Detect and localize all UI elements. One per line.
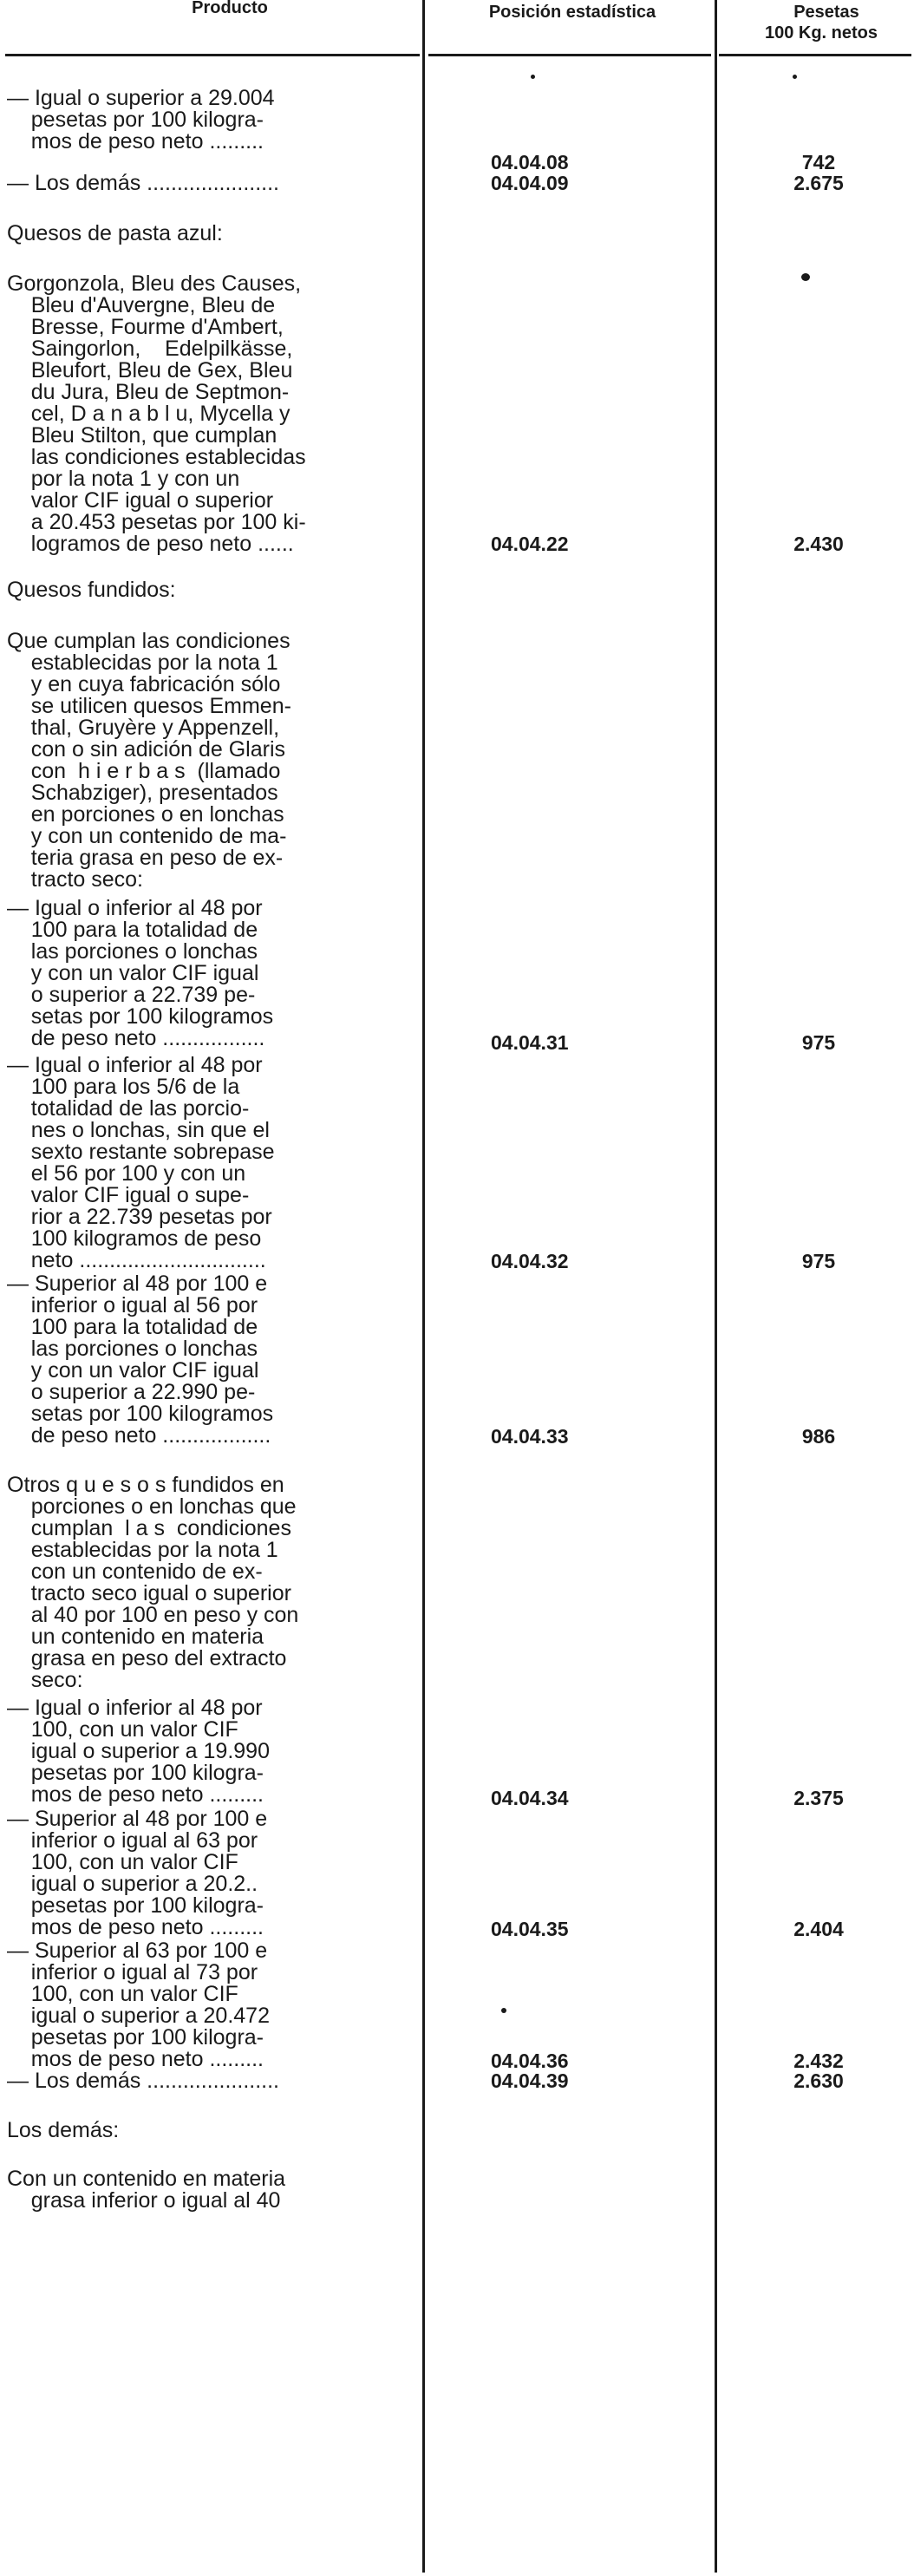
product-description: — Superior al 63 por 100 e inferior o igual al 73 por 100, con un valor CIF igual o superior a 20.472 pesetas por 100 kilogra- mos de peso neto ......... — [7, 1939, 270, 2071]
position-code: 04.04.39 — [491, 2069, 569, 2092]
position-code: 04.04.08 — [491, 151, 569, 173]
product-description: — Igual o inferior al 48 por 100, con un valor CIF igual o superior a 19.990 pesetas por 100 kilogra- mos de peso neto ......... — [7, 1696, 270, 1807]
column-divider-left — [422, 0, 425, 2573]
position-code: 04.04.36 — [491, 2050, 569, 2072]
intro-paragraph: Otros q u e s o s fundidos en porciones o en lonchas que cumplan l a s condiciones establecidas por la nota 1 con un contenido de ex- tracto seco igual o superior al 40 por 100 en peso y con un contenido en materia grasa en peso del extracto seco: — [7, 1473, 299, 1692]
position-code: 04.04.33 — [491, 1425, 569, 1448]
price-value: 2.432 — [793, 2050, 844, 2072]
header-rule-middle — [428, 54, 711, 56]
product-description: — Los demás ...................... — [7, 171, 279, 195]
price-value: 975 — [801, 1250, 836, 1272]
product-description: — Superior al 48 por 100 e inferior o igual al 63 por 100, con un valor CIF igual o superior a 20.2.. pesetas por 100 kilogra- mos de peso neto ......... — [7, 1807, 268, 1939]
product-description: — Igual o inferior al 48 por 100 para la totalidad de las porciones o lonchas y con un valor CIF igual o superior a 22.739 pe- setas por 100 kilogramos de peso neto ................. — [7, 896, 274, 1050]
header-product: Producto — [192, 0, 268, 17]
price-value: 2.630 — [793, 2069, 844, 2092]
header-price-line1: Pesetas — [793, 3, 859, 22]
price-value: 2.404 — [793, 1918, 844, 1940]
position-code: 04.04.22 — [491, 533, 569, 555]
position-code: 04.04.31 — [491, 1031, 569, 1054]
print-speck — [531, 75, 535, 79]
section-heading: Los demás: — [7, 2118, 120, 2142]
section-heading: Quesos fundidos: — [7, 578, 176, 602]
price-value: 986 — [801, 1425, 836, 1448]
price-value: 2.375 — [793, 1787, 844, 1809]
product-description: — Igual o superior a 29.004 pesetas por 100 kilogra- mos de peso neto ......... — [7, 86, 275, 154]
column-divider-right — [715, 0, 717, 2573]
position-code: 04.04.35 — [491, 1918, 569, 1940]
position-code: 04.04.32 — [491, 1250, 569, 1272]
price-value: 742 — [801, 151, 836, 173]
product-description: — Los demás ...................... — [7, 2069, 279, 2093]
product-description: Gorgonzola, Bleu des Causes, Bleu d'Auvergne, Bleu de Bresse, Fourme d'Ambert, Saingorlon, Edelpilkässe, Bleufort, Bleu de Gex, Bleu du Jura, Bleu de Septmon- cel, D a n a b l u, Mycella y Bleu Stilton, que cumplan las condiciones establecidas por la nota 1 y con un valor CIF igual o superior a 20.453 pesetas por 100 ki- logramos de peso neto ...... — [7, 271, 306, 556]
header-price-line2: 100 Kg. netos — [764, 23, 878, 42]
product-description: — Igual o inferior al 48 por 100 para los 5/6 de la totalidad de las porcio- nes o lonchas, sin que el sexto restante sobrepase el 56 por 100 y con un valor CIF igual o supe- rior a 22.739 pesetas por 100 kilogramos de peso neto ............................... — [7, 1053, 275, 1272]
intro-paragraph: Que cumplan las condiciones establecidas por la nota 1 y en cuya fabricación sólo se utilicen quesos Emmen- thal, Gruyère y Appenzell, con o sin adición de Glaris con h i e r b a s (llamado Schabziger), presentados en porciones o en lonchas y con un contenido de ma- teria grasa en peso de ex- tracto seco: — [7, 629, 291, 892]
position-code: 04.04.09 — [491, 172, 569, 194]
intro-paragraph: Con un contenido en materia grasa inferior o igual al 40 — [7, 2167, 286, 2213]
position-code: 04.04.34 — [491, 1787, 569, 1809]
header-rule-right — [719, 54, 911, 56]
print-speck — [801, 273, 810, 281]
product-description: — Superior al 48 por 100 e inferior o igual al 56 por 100 para la totalidad de las porciones o lonchas y con un valor CIF igual o superior a 22.990 pe- setas por 100 kilogramos de peso neto .................. — [7, 1272, 274, 1448]
price-value: 2.430 — [793, 533, 844, 555]
price-value: 975 — [801, 1031, 836, 1054]
header-position: Posición estadística — [488, 3, 656, 22]
price-value: 2.675 — [793, 172, 844, 194]
print-speck — [501, 2008, 506, 2013]
section-heading: Quesos de pasta azul: — [7, 221, 223, 245]
print-speck — [793, 75, 797, 79]
header-rule-left — [5, 54, 420, 56]
